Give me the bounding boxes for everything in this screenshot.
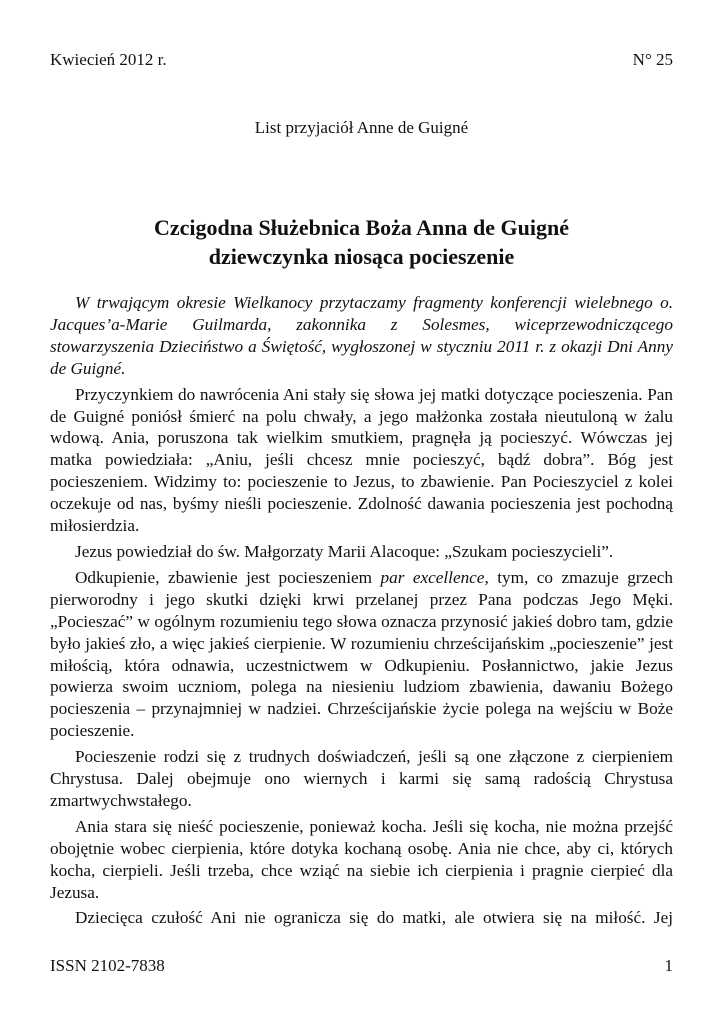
article-body	[50, 292, 673, 929]
body-paragraph-4: Pocieszenie rodzi się z trudnych doświadczeń, jeśli są one złączone z cierpieniem Chrystusa. Dalej obejmuje ono wiernych i karmi się samą radością Chrystusa zmartwychwstałego.	[50, 747, 673, 810]
body-paragraph-1: Przyczynkiem do nawrócenia Ani stały się słowa jej matki dotyczące pocieszenia. Pan de Guigné poniósł śmierć na polu chwały, a jego małżonka została nieutuloną w żalu wdową. Ania, poruszona tak wielkim smutkiem, pragnęła ją pocieszyć. Wówczas jej matka powiedziała: „Aniu, jeśli chcesz mnie pocieszyć, bądź dobra”. Bóg jest pocieszeniem. Widzimy to: pocieszenie to Jezus, to zbawienie. Pan Pocieszyciel z kolei oczekuje od nas, byśmy nieśli pocieszenie. Zdolność dawania pocieszenia jest pochodną miłosierdzia.	[50, 384, 673, 536]
issue-date: Kwiecień 2012 r.	[50, 50, 167, 69]
article-title-line-2: dziewczynka niosąca pocieszenie	[208, 244, 515, 269]
body-paragraph-3-part-a: Odkupienie, zbawienie jest pocieszeniem	[75, 567, 381, 587]
body-paragraph-3-part-b: , tym, co zmazuje grzech pierworodny i jego skutki dzięki krwi przelanej przez Pana podczas Jego Męki. „Pocieszać” w ogólnym rozumieniu tego słowa oznacza przynosić jakieś dobro tam, gdzie było jakieś zło, a więc jakieś cierpienie. W rozumieniu chrześcijańskim „pocieszenie” jest miłością, która odnawia, uczestnictwem w Odkupieniu. Posłannictwo, jakie Jezus powierza swoim uczniom, polega na niesieniu ludziom zbawienia, dawaniu Bożego pocieszenia – przynajmniej w nadziei. Chrześcijańskie życie polega na wejściu w Boże pocieszenie.	[50, 567, 673, 741]
page-number: 1	[664, 956, 673, 975]
newsletter-subtitle: List przyjaciół Anne de Guigné	[254, 118, 469, 137]
page-footer	[50, 956, 673, 976]
article-title	[50, 213, 673, 271]
body-paragraph-6: Dziecięca czułość Ani nie ogranicza się do matki, ale otwiera się na miłość. Jej	[75, 908, 673, 928]
issue-number: N° 25	[632, 50, 673, 69]
body-paragraph-3	[50, 567, 673, 742]
intro-paragraph: W trwającym okresie Wielkanocy przytaczamy fragmenty konferencji wielebnego o. Jacques’a-Marie Guilmarda, zakonnika z Solesmes, wiceprzewodniczącego stowarzyszenia Dzieciństwo a Świętość, wygłoszonej w styczniu 2011 r. z okazji Dni Anny de Guigné.	[50, 293, 673, 378]
page-header	[50, 50, 673, 70]
emphasis-par-excellence: par excellence	[380, 567, 485, 587]
issn: ISSN 2102-7838	[50, 956, 165, 975]
body-paragraph-2: Jezus powiedział do św. Małgorzaty Marii Alacoque: „Szukam pocieszycieli”.	[75, 541, 614, 561]
body-paragraph-5: Ania stara się nieść pocieszenie, ponieważ kocha. Jeśli się kocha, nie można przejść obojętnie wobec cierpienia, które dotyka kochaną osobę. Ania nie chce, aby ci, których kocha, cierpieli. Jeśli trzeba, chce wziąć na siebie ich cierpienia i pragnie cierpieć dla Jezusa.	[50, 816, 673, 902]
article-title-line-1: Czcigodna Służebnica Boża Anna de Guigné	[153, 215, 569, 240]
